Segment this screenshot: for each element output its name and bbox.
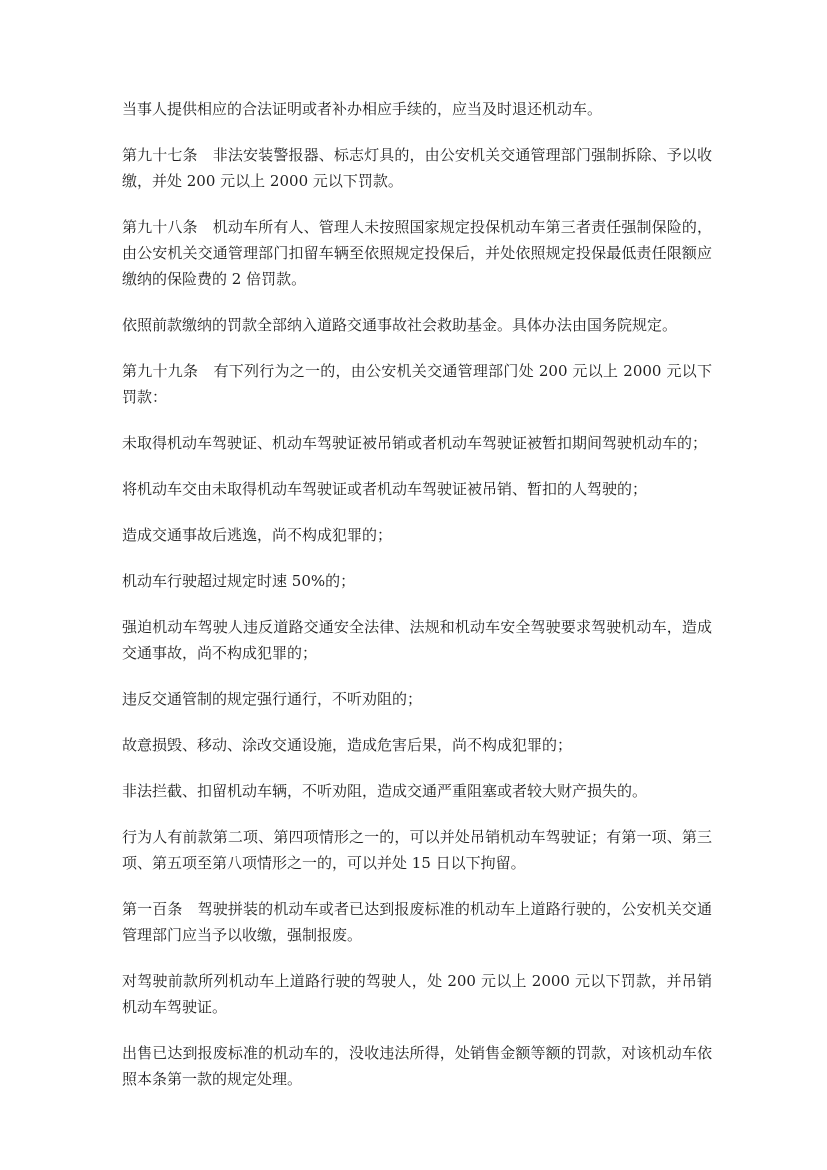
paragraph-article-98: 第九十八条 机动车所有人、管理人未按照国家规定投保机动车第三者责任强制保险的，由公安机关交通管理部门扣留车辆至依照规定投保后，并处依照规定投保最低责任限额应缴纳的保险费的 2 倍罚款。 xyxy=(122,218,712,288)
document-body xyxy=(122,96,712,1092)
paragraph: 行为人有前款第二项、第四项情形之一的，可以并处吊销机动车驾驶证；有第一项、第三项、第五项至第八项情形之一的，可以并处 15 日以下拘留。 xyxy=(122,828,712,872)
paragraph: 当事人提供相应的合法证明或者补办相应手续的，应当及时退还机动车。 xyxy=(122,100,603,118)
paragraph: 依照前款缴纳的罚款全部纳入道路交通事故社会救助基金。具体办法由国务院规定。 xyxy=(122,316,678,334)
paragraph-article-99: 第九十九条 有下列行为之一的，由公安机关交通管理部门处 200 元以上 2000 元以下罚款： xyxy=(122,362,712,406)
paragraph-item: 非法拦截、扣留机动车辆，不听劝阻，造成交通严重阻塞或者较大财产损失的。 xyxy=(122,782,648,800)
paragraph: 对驾驶前款所列机动车上道路行驶的驾驶人，处 200 元以上 2000 元以下罚款，并吊销机动车驾驶证。 xyxy=(122,972,712,1016)
paragraph-item: 机动车行驶超过规定时速 50%的； xyxy=(122,572,356,590)
paragraph-item: 违反交通管制的规定强行通行，不听劝阻的； xyxy=(122,690,423,708)
paragraph: 出售已达到报废标准的机动车的，没收违法所得，处销售金额等额的罚款，对该机动车依照本条第一款的规定处理。 xyxy=(122,1044,712,1088)
paragraph-item: 未取得机动车驾驶证、机动车驾驶证被吊销或者机动车驾驶证被暂扣期间驾驶机动车的； xyxy=(122,434,708,452)
paragraph-article-100: 第一百条 驾驶拼装的机动车或者已达到报废标准的机动车上道路行驶的，公安机关交通管理部门应当予以收缴，强制报废。 xyxy=(122,900,712,944)
paragraph-item: 造成交通事故后逃逸，尚不构成犯罪的； xyxy=(122,526,393,544)
paragraph-item: 强迫机动车驾驶人违反道路交通安全法律、法规和机动车安全驾驶要求驾驶机动车，造成交通事故，尚不构成犯罪的； xyxy=(122,618,712,662)
paragraph-item: 将机动车交由未取得机动车驾驶证或者机动车驾驶证被吊销、暂扣的人驾驶的； xyxy=(122,480,648,498)
paragraph-article-97: 第九十七条 非法安装警报器、标志灯具的，由公安机关交通管理部门强制拆除、予以收缴，并处 200 元以上 2000 元以下罚款。 xyxy=(122,146,712,190)
paragraph-item: 故意损毁、移动、涂改交通设施，造成危害后果，尚不构成犯罪的； xyxy=(122,736,573,754)
